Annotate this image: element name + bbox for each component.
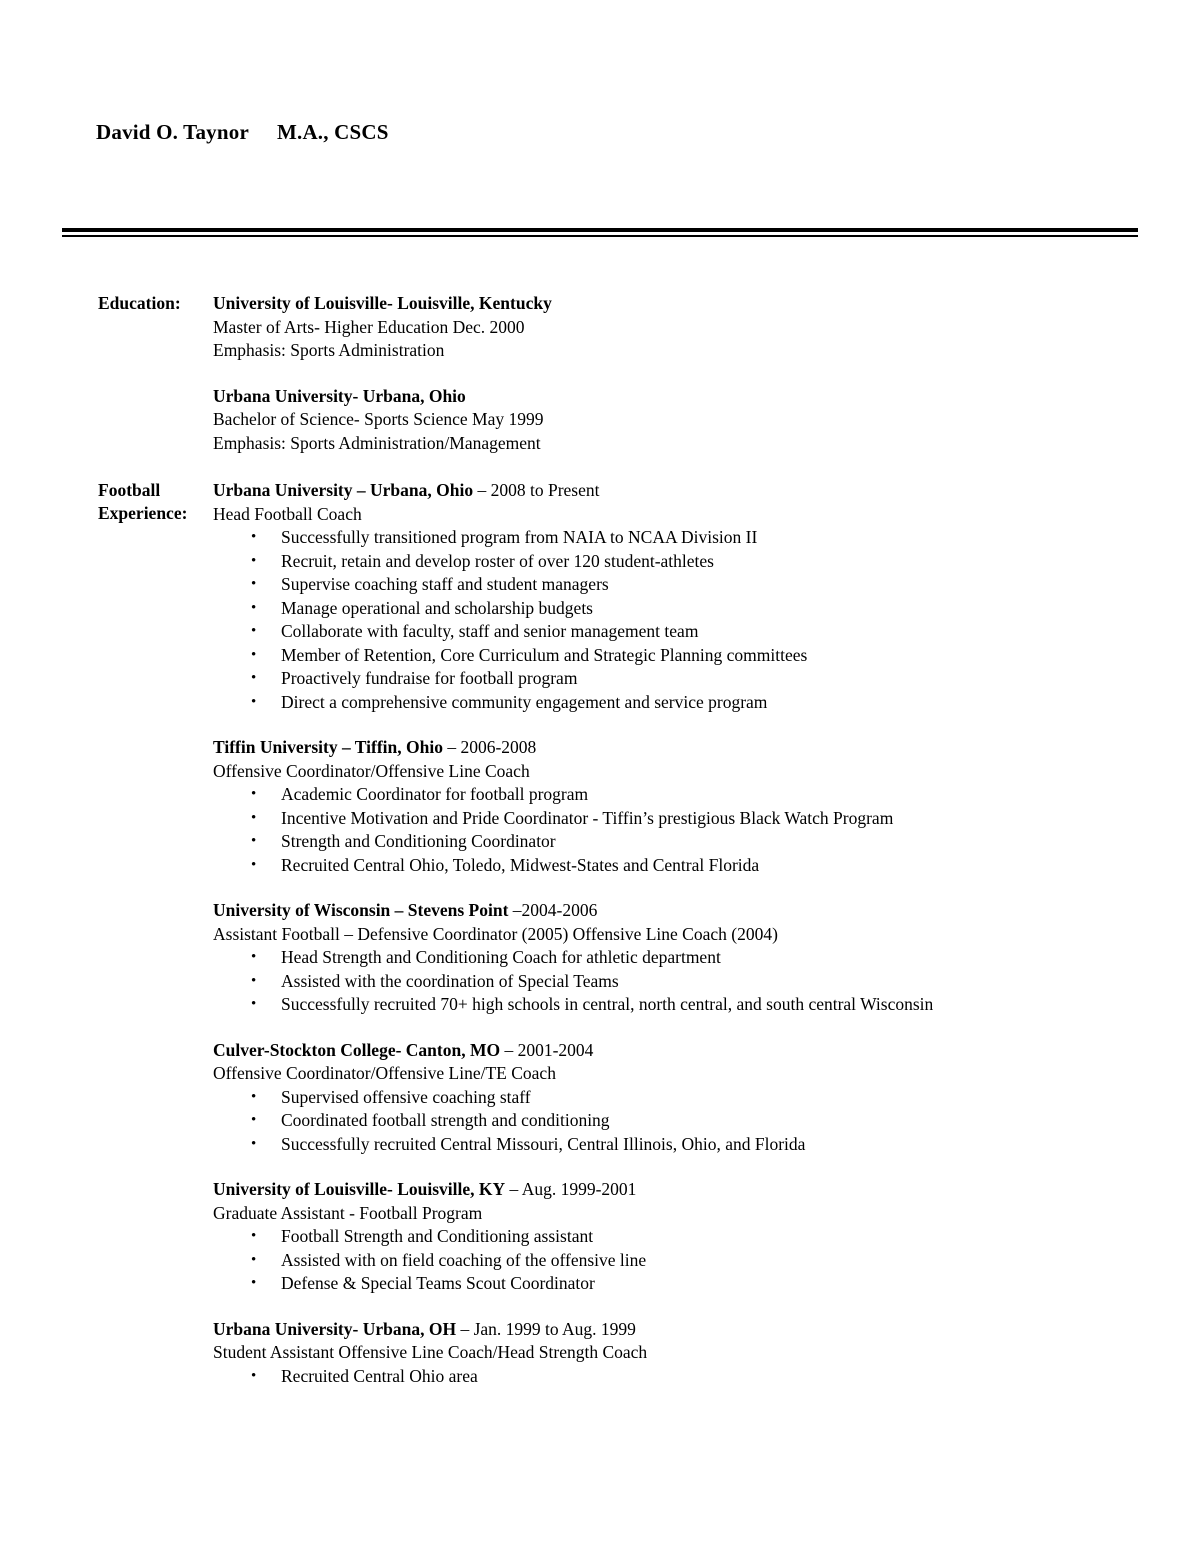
section-label-education: Education:: [98, 293, 181, 313]
entry-title: [213, 1318, 1140, 1342]
entry-role: Student Assistant Offensive Line Coach/Head Strength Coach: [213, 1342, 648, 1362]
experience-entry: [213, 1318, 1140, 1389]
entry-role: Graduate Assistant - Football Program: [213, 1202, 483, 1223]
entry-title: [213, 736, 1140, 760]
resume-content: [0, 292, 1200, 1388]
list-item: • Recruit, retain and develop roster of over 120 student-athletes: [213, 550, 1140, 574]
entry-institution: University of Louisville- Louisville, KY: [213, 1179, 506, 1199]
list-item: • Member of Retention, Core Curriculum and Strategic Planning committees: [213, 644, 1140, 668]
entry-role: Offensive Coordinator/Offensive Line/TE Coach: [213, 1063, 556, 1083]
section-spacer: [0, 455, 1200, 479]
section-body-education: [213, 292, 1200, 455]
list-item: • Assisted with the coordination of Special Teams: [213, 970, 1140, 994]
list-item: • Collaborate with faculty, staff and senior management team: [213, 620, 1140, 644]
entry-dates: – 2001-2004: [500, 1039, 594, 1060]
list-item: • Direct a comprehensive community engagement and service program: [213, 691, 1140, 715]
experience-entry: [213, 736, 1140, 877]
entry-title: [213, 292, 1140, 316]
entry-institution: Culver-Stockton College- Canton, MO: [213, 1039, 501, 1060]
entry-bullets: [213, 946, 1140, 1017]
entry-dates: – 2006-2008: [442, 737, 537, 757]
entry-role: Offensive Coordinator/Offensive Line Coach: [213, 760, 530, 781]
education-entry: [213, 385, 1140, 456]
divider-thin-line: [62, 235, 1138, 237]
page-title: [96, 120, 389, 145]
entry-role: Assistant Football – Defensive Coordinator (2005) Offensive Line Coach (2004): [213, 923, 778, 944]
section-education: [0, 292, 1200, 455]
entry-bullets: [213, 1086, 1140, 1157]
entry-institution: Urbana University- Urbana, OH: [213, 1318, 457, 1339]
list-item: • Incentive Motivation and Pride Coordinator - Tiffin’s prestigious Black Watch Program: [213, 807, 1140, 831]
candidate-name: David O. Taynor: [96, 120, 249, 144]
list-item: • Assisted with on field coaching of the offensive line: [213, 1249, 1140, 1273]
experience-entry: [213, 899, 1140, 1017]
section-label-football-experience: Football Experience:: [98, 480, 188, 523]
entry-dates: – Aug. 1999-2001: [505, 1179, 637, 1199]
list-item: • Successfully recruited Central Missouri, Central Illinois, Ohio, and Florida: [213, 1133, 1140, 1157]
entry-bullets: [213, 1225, 1140, 1296]
section-football-experience: [0, 479, 1200, 1388]
entry-institution: Tiffin University – Tiffin, Ohio: [213, 737, 443, 757]
header-divider: [62, 228, 1138, 237]
experience-entry: [213, 1178, 1140, 1296]
section-body-football-experience: [213, 479, 1200, 1388]
list-item: • Recruited Central Ohio, Toledo, Midwest-States and Central Florida: [213, 854, 1140, 878]
entry-institution: Urbana University – Urbana, Ohio: [213, 480, 474, 500]
list-item: • Manage operational and scholarship budgets: [213, 597, 1140, 621]
list-item: • Successfully recruited 70+ high schools in central, north central, and south central Wisconsin: [213, 993, 1140, 1017]
entry-title: [213, 385, 1140, 409]
experience-entry: [213, 479, 1140, 714]
entry-line: Emphasis: Sports Administration/Management: [213, 432, 541, 453]
list-item: • Recruited Central Ohio area: [213, 1365, 1140, 1389]
entry-bullets: [213, 783, 1140, 877]
entry-line: Master of Arts- Higher Education Dec. 2000: [213, 316, 525, 337]
list-item: • Successfully transitioned program from NAIA to NCAA Division II: [213, 526, 1140, 550]
list-item: • Supervise coaching staff and student managers: [213, 573, 1140, 597]
entry-role: Head Football Coach: [213, 503, 362, 524]
entry-dates: – 2008 to Present: [473, 480, 600, 500]
entry-institution: Urbana University- Urbana, Ohio: [213, 385, 466, 406]
list-item: • Football Strength and Conditioning assistant: [213, 1225, 1140, 1249]
entry-title: [213, 1039, 1140, 1063]
list-item: • Strength and Conditioning Coordinator: [213, 830, 1140, 854]
candidate-credentials: M.A., CSCS: [276, 120, 389, 144]
education-entry: [213, 292, 1140, 363]
entry-title: [213, 899, 1140, 923]
entry-line: Bachelor of Science- Sports Science May 1999: [213, 409, 544, 429]
entry-bullets: [213, 1365, 1140, 1389]
entry-dates: –2004-2006: [508, 900, 598, 920]
list-item: • Proactively fundraise for football program: [213, 667, 1140, 691]
list-item: • Head Strength and Conditioning Coach for athletic department: [213, 946, 1140, 970]
entry-title: [213, 1178, 1140, 1202]
entry-bullets: [213, 526, 1140, 714]
list-item: • Supervised offensive coaching staff: [213, 1086, 1140, 1110]
entry-institution: University of Louisville- Louisville, Kentucky: [213, 293, 552, 313]
entry-line: Emphasis: Sports Administration: [213, 340, 445, 360]
entry-institution: University of Wisconsin – Stevens Point: [213, 900, 509, 920]
entry-title: [213, 479, 1140, 503]
list-item: • Coordinated football strength and conditioning: [213, 1109, 1140, 1133]
list-item: • Academic Coordinator for football program: [213, 783, 1140, 807]
entry-dates: – Jan. 1999 to Aug. 1999: [456, 1318, 636, 1339]
experience-entry: [213, 1039, 1140, 1157]
list-item: • Defense & Special Teams Scout Coordinator: [213, 1272, 1140, 1296]
